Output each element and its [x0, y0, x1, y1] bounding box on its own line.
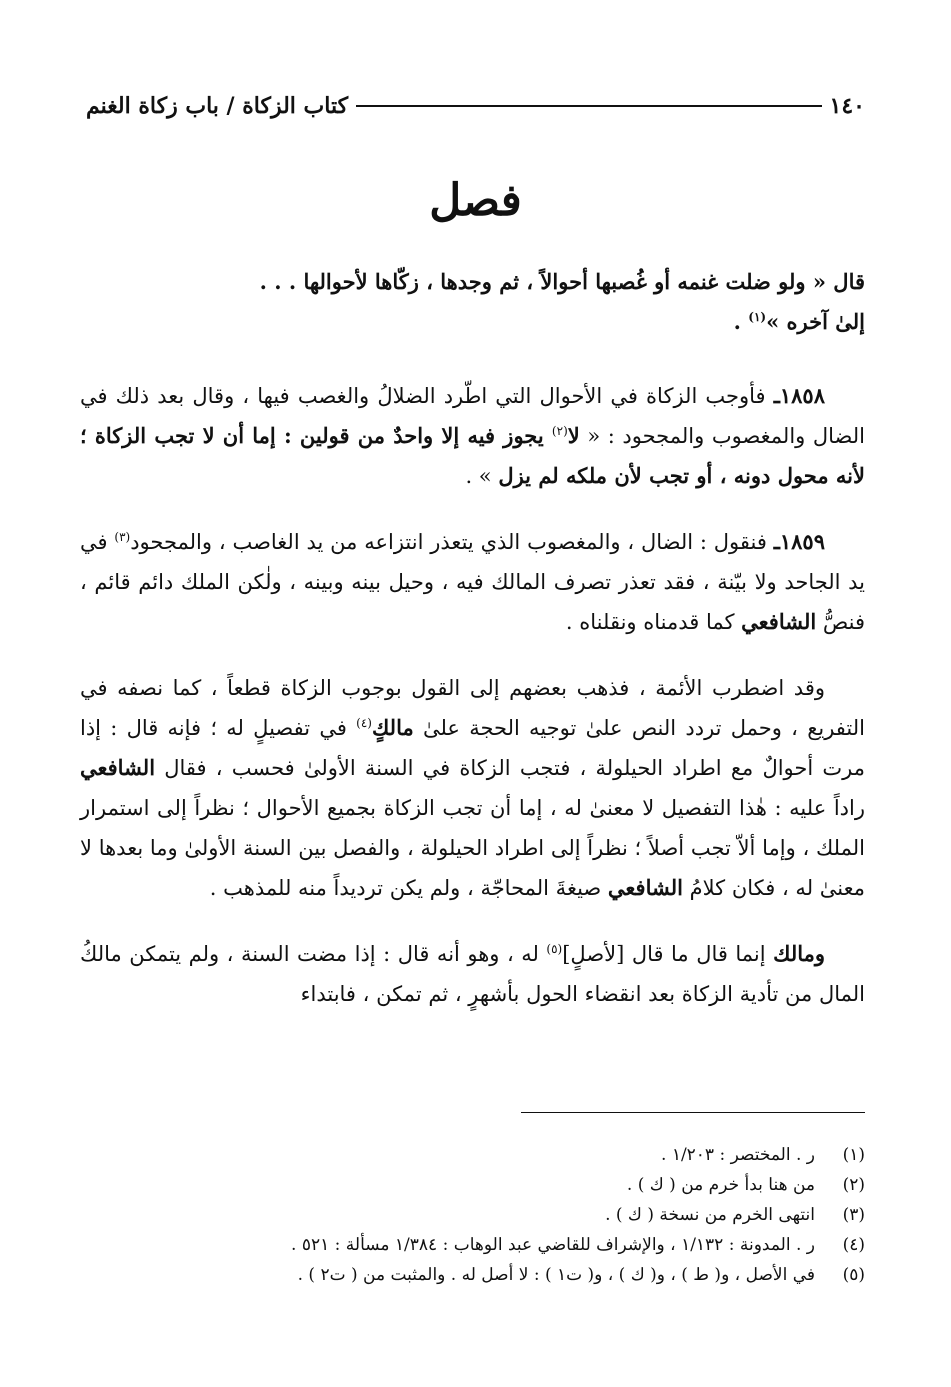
bold-name: الشافعي [741, 609, 817, 634]
bold-name: الشافعي [80, 755, 156, 780]
footnote-number: (١) [842, 1145, 865, 1165]
footnote-item [86, 1200, 865, 1230]
footnote-text: في الأصل ، و( ط ) ، و( ك ) ، و( ت١ ) : لا أصل له . والمثبت من ( ت٢ ) . [297, 1265, 815, 1285]
paragraph-text: كما قدمناه ونقلناه . [565, 610, 742, 634]
footnotes [86, 1140, 865, 1290]
paragraph-text: إنما قال ما قال [لأصلٍ] [562, 942, 774, 966]
footnote-item [86, 1170, 865, 1200]
footnote-text: ر . المدونة : ١/١٣٢ ، والإشراف للقاضي عبد الوهاب : ١/٣٨٤ مسألة : ٥٢١ . [291, 1235, 815, 1255]
main-text [80, 262, 865, 1014]
quote-end: . [733, 309, 749, 334]
footnote-number: (٥) [842, 1265, 865, 1285]
bold-name: ومالك [773, 941, 826, 966]
footnote-ref[interactable]: (٥) [546, 942, 563, 956]
page-number: ١٤٠ [829, 93, 865, 119]
section-heading: فصل [429, 175, 522, 226]
paragraph-text: في يد الجاحد ولا بيّنة ، فقد تعذر تصرف المالك فيه ، وحيل بينه وبينه ، ولٰكن الملك دائم قائم ، فنصُّ [80, 530, 865, 634]
bold-text: لا [567, 423, 580, 448]
paragraph-text: في تفصيلٍ له ؛ فإنه قال : إذا مرت أحوالٌ مع اطراد الحيلولة ، فتجب الزكاة في السنة الأولىٰ فحسب ، فقال [80, 716, 865, 780]
paragraph-text: وقد اضطرب الأئمة ، فذهب بعضهم إلى القول بوجوب الزكاة قطعاً ، كما نصفه في التفريع ، وحمل تردد النص علىٰ توجيه الحجة علىٰ [80, 676, 865, 740]
paragraph-text: فأوجب الزكاة في الأحوال التي اطّرد الضلالُ والغصب فيها ، وقال بعد ذلك في الضال والمغصوب والمجحود : « [80, 384, 865, 448]
footnote-number: (٣) [842, 1205, 865, 1225]
footnote-ref[interactable]: (٤) [356, 716, 372, 730]
paragraph-text: راداً عليه : هٰذا التفصيل لا معنىٰ له ، إما أن تجب الزكاة بجميع الأحوال ؛ نظراً إلى استمرار الملك ، وإما ألاّ تجب أصلاً ؛ نظراً إلى اطراد الحيلولة ، والفصل بين السنة الأولىٰ وما بعدها لا معنىٰ له ، فكان كلامُ [80, 796, 865, 900]
footnote-ref[interactable]: (٢) [551, 424, 568, 438]
bold-name: مالكٍ [371, 715, 414, 740]
paragraph-1859 [80, 522, 865, 642]
footnote-item [86, 1230, 865, 1260]
paragraph-1858 [80, 376, 865, 496]
quoted-statement [80, 262, 865, 342]
footnote-item [86, 1260, 865, 1290]
footnote-separator [521, 1112, 865, 1113]
bold-text: يجوز فيه إلا واحدٌ من قولين : إما أن لا تجب الزكاة ؛ لأنه محول دونه ، أو تجب لأن ملكه لم يزل [80, 423, 865, 488]
chapter-title: كتاب الزكاة / باب زكاة الغنم [86, 93, 349, 119]
paragraph-3 [80, 668, 865, 908]
footnote-item [86, 1140, 865, 1170]
footnote-number: (٤) [842, 1235, 865, 1255]
footnote-text: من هنا بدأ خرم من ( ك ) . [626, 1175, 815, 1195]
paragraph-text: » . [465, 464, 499, 488]
footnote-ref[interactable]: (١) [748, 310, 767, 324]
paragraph-number: ١٨٥٨ـ [773, 383, 825, 408]
footnote-number: (٢) [842, 1175, 865, 1195]
footnote-ref[interactable]: (٣) [114, 530, 131, 544]
paragraph-text: صيغةَ المحاجّة ، ولم يكن ترديداً منه للمذهب . [209, 876, 608, 900]
footnote-text: ر . المختصر : ١/٢٠٣ . [661, 1145, 815, 1165]
paragraph-4 [80, 934, 865, 1014]
quote-line-2: إلىٰ آخره » [766, 309, 865, 334]
running-header [86, 86, 865, 126]
header-rule [356, 105, 821, 107]
footnote-text: انتهى الخرم من نسخة ( ك ) . [605, 1205, 815, 1225]
paragraph-number: ١٨٥٩ـ [773, 529, 825, 554]
bold-name: الشافعي [607, 875, 683, 900]
quote-line-1: قال « ولو ضلت غنمه أو غُصبها أحوالاً ، ثم وجدها ، زكّاها لأحوالها . . . [259, 269, 865, 294]
paragraph-text: فنقول : الضال ، والمغصوب الذي يتعذر انتزاعه من يد الغاصب ، والمجحود [130, 530, 774, 554]
paragraph-text: له ، وهو أنه قال : إذا مضت السنة ، ولم يتمكن مالكُ المال من تأدية الزكاة بعد انقضاء الحول بأشهرٍ ، ثم تمكن ، فابتداء [80, 942, 865, 1006]
